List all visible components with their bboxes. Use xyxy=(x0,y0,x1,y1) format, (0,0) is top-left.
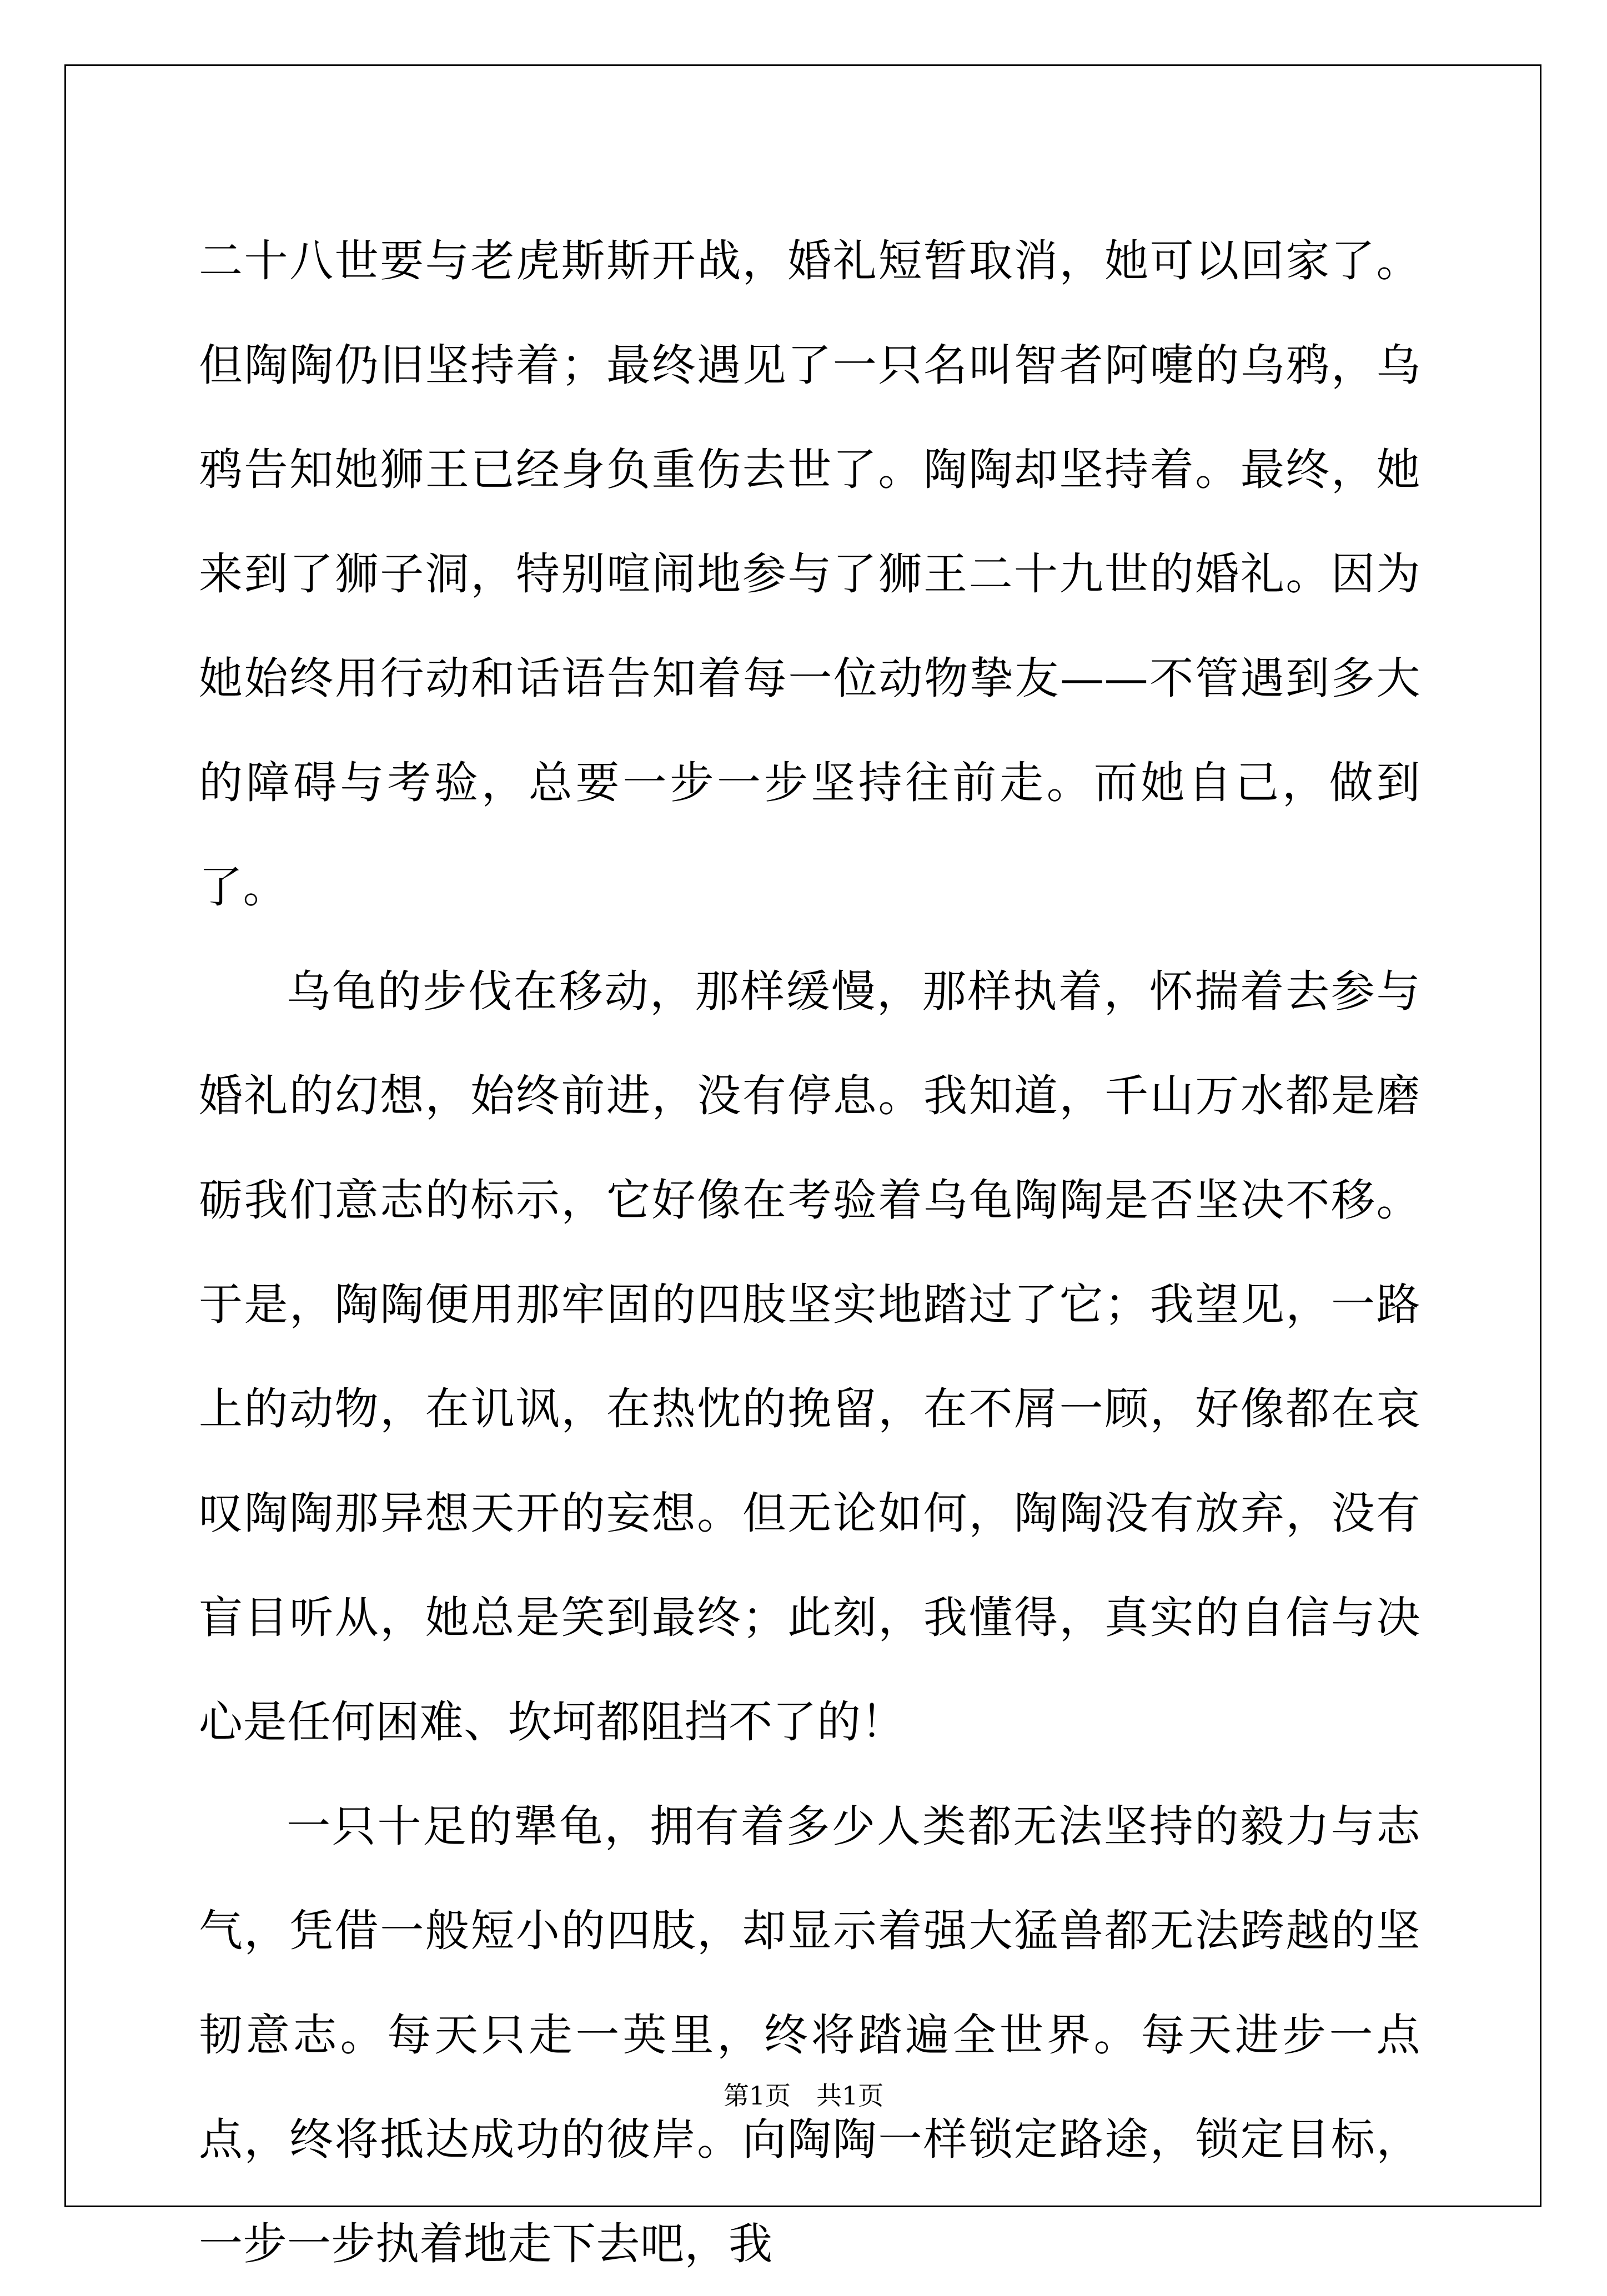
page-number-footer: 第1页 共1页 xyxy=(723,2081,884,2111)
paragraph-3: 一只十足的犟龟，拥有着多少人类都无法坚持的毅力与志气，凭借一般短小的四肢，却显示着强大猛兽都无法跨越的坚韧意志。每天只走一英里，终将踏遍全世界。每天进步一点点，终将抵达成功的彼岸。向陶陶一样锁定路途，锁定目标，一步一步执着地走下去吧，我 xyxy=(199,1801,1420,2269)
paragraph-2: 乌龟的步伐在移动，那样缓慢，那样执着，怀揣着去参与婚礼的幻想，始终前进，没有停息。我知道，千山万水都是磨砺我们意志的标示，它好像在考验着乌龟陶陶是否坚决不移。于是，陶陶便用那牢固的四肢坚实地踏过了它；我望见，一路上的动物，在讥讽，在热忱的挽留，在不屑一顾，好像都在哀叹陶陶那异想天开的妄想。但无论如何，陶陶没有放弃，没有盲目听从，她总是笑到最终；此刻，我懂得，真实的自信与决心是任何困难、坎坷都阻挡不了的！ xyxy=(199,966,1420,1748)
document-body xyxy=(199,209,1420,2296)
paragraph-1: 二十八世要与老虎斯斯开战，婚礼短暂取消，她可以回家了。但陶陶仍旧坚持着；最终遇见了一只名叫智者阿嚏的乌鸦，乌鸦告知她狮王已经身负重伤去世了。陶陶却坚持着。最终，她来到了狮子洞，特别喧闹地参与了狮王二十九世的婚礼。因为她始终用行动和话语告知着每一位动物挚友——不管遇到多大的障碍与考验，总要一步一步坚持往前走。而她自己，做到了。 xyxy=(199,235,1420,913)
